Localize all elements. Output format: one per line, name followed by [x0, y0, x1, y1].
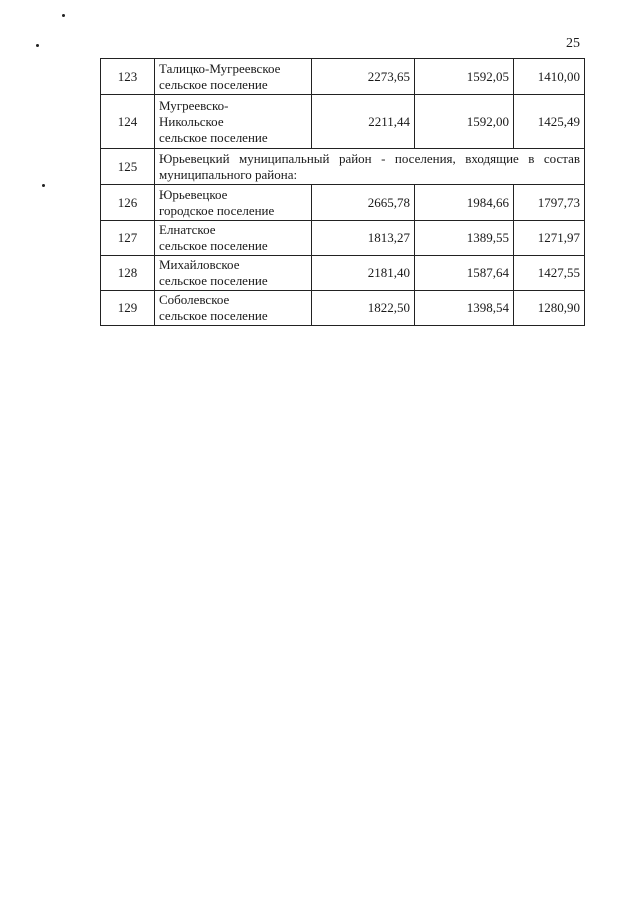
row-number: 123 — [101, 59, 155, 95]
settlement-name-line: сельское поселение — [159, 129, 268, 145]
settlement-name-line: Талицко-Мугреевское — [159, 60, 281, 76]
settlement-name-line: Елнатское — [159, 222, 216, 237]
table-row — [101, 149, 585, 185]
value-cell: 1398,54 — [415, 291, 514, 326]
value-cell: 1984,66 — [415, 185, 514, 221]
settlement-name-line: Михайловское — [159, 257, 240, 272]
settlement-name-line: сельское поселение — [159, 308, 268, 323]
data-table — [100, 58, 585, 326]
settlement-name — [155, 185, 312, 221]
value-cell: 1813,27 — [312, 221, 415, 256]
table-row — [101, 221, 585, 256]
district-heading: Юрьевецкий муниципальный район - поселения, входящие в состав муниципального района: — [155, 149, 585, 185]
value-cell: 2273,65 — [312, 59, 415, 95]
row-number: 125 — [101, 149, 155, 185]
row-number: 128 — [101, 256, 155, 291]
settlement-name — [155, 256, 312, 291]
value-cell: 1797,73 — [514, 185, 585, 221]
value-cell: 1592,05 — [415, 59, 514, 95]
settlement-name-line: сельское поселение — [159, 238, 268, 253]
scan-speck — [36, 44, 39, 47]
value-cell: 1271,97 — [514, 221, 585, 256]
table-row — [101, 95, 585, 149]
table-row — [101, 185, 585, 221]
value-cell: 2211,44 — [312, 95, 415, 149]
value-cell: 1427,55 — [514, 256, 585, 291]
settlement-name-line: сельское поселение — [159, 76, 268, 92]
settlement-name-line: Юрьевецкое — [159, 186, 228, 202]
settlement-name — [155, 291, 312, 326]
table-row — [101, 291, 585, 326]
value-cell: 1410,00 — [514, 59, 585, 95]
settlement-name — [155, 59, 312, 95]
table-row — [101, 59, 585, 95]
value-cell: 1587,64 — [415, 256, 514, 291]
page-number: 25 — [566, 36, 580, 51]
settlement-name-line: Соболевское — [159, 292, 230, 307]
value-cell: 1389,55 — [415, 221, 514, 256]
row-number: 129 — [101, 291, 155, 326]
value-cell: 1822,50 — [312, 291, 415, 326]
settlement-name — [155, 95, 312, 149]
row-number: 126 — [101, 185, 155, 221]
value-cell: 1592,00 — [415, 95, 514, 149]
value-cell: 2181,40 — [312, 256, 415, 291]
value-cell: 2665,78 — [312, 185, 415, 221]
value-cell: 1425,49 — [514, 95, 585, 149]
settlement-name-line: сельское поселение — [159, 273, 268, 288]
settlement-name — [155, 221, 312, 256]
settlement-name-line: городское поселение — [159, 202, 275, 218]
row-number: 127 — [101, 221, 155, 256]
settlement-name-line: Никольское — [159, 113, 224, 129]
settlement-name-line: Мугреевско- — [159, 97, 229, 113]
row-number: 124 — [101, 95, 155, 149]
table-row — [101, 256, 585, 291]
value-cell: 1280,90 — [514, 291, 585, 326]
scan-speck — [62, 14, 65, 17]
scan-speck — [42, 184, 45, 187]
